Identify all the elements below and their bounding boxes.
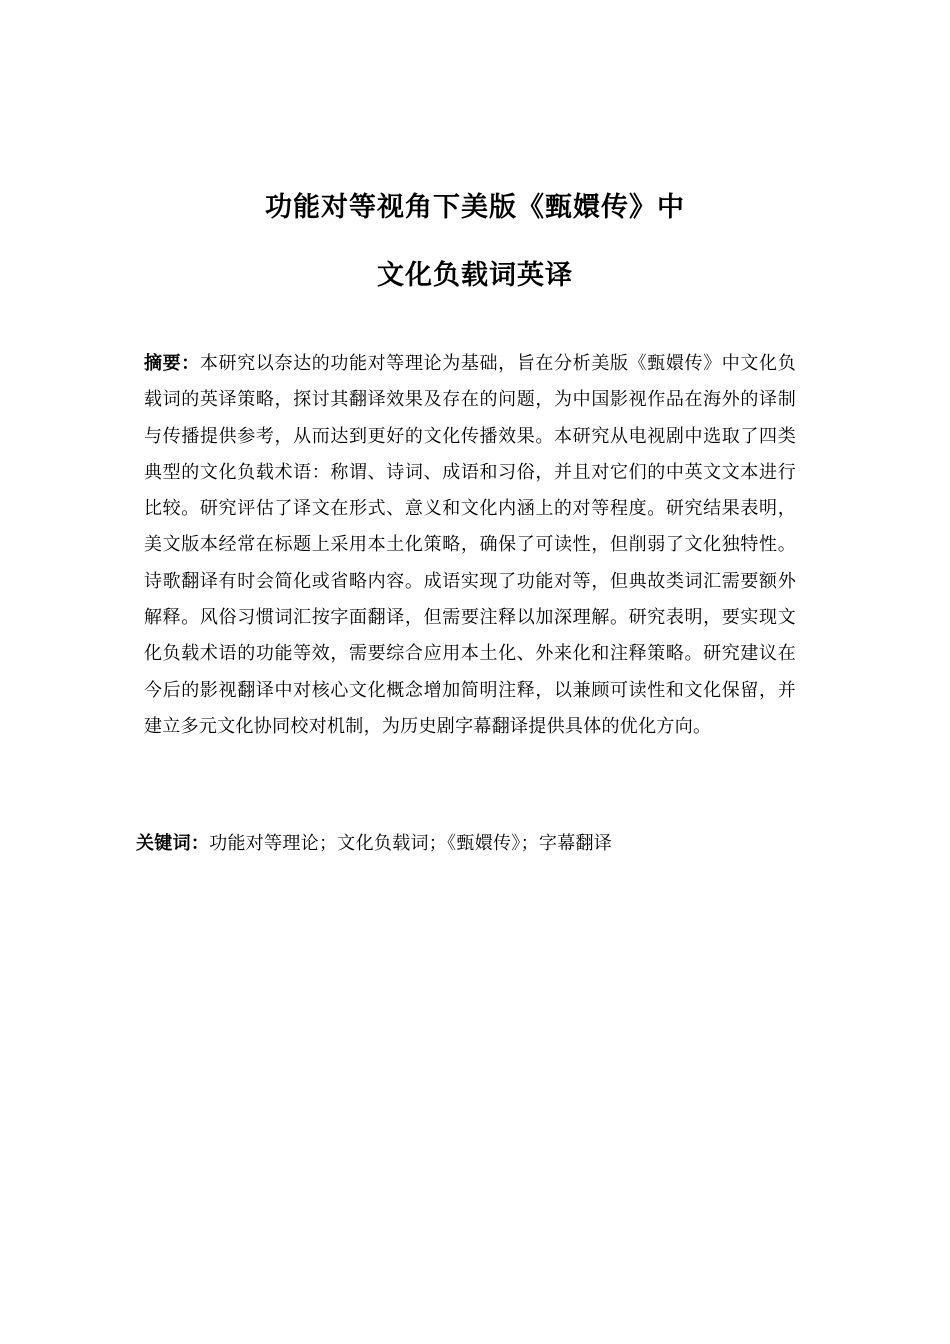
title-line-1: 功能对等视角下美版《甄嬛传》中 (265, 192, 685, 223)
keywords-text: 功能对等理论；文化负载词；《甄嬛传》；字幕翻译 (209, 833, 613, 854)
abstract-text: 本研究以奈达的功能对等理论为基础，旨在分析美版《甄嬛传》中文化负载词的英译策略，探讨其翻译效果及存在的问题，为中国影视作品在海外的译制与传播提供参考，从而达到更好的文化传播效果。本研究从电视剧中选取了四类典型的文化负载术语：称谓、诗词、成语和习俗，并且对它们的中英文文本进行比较。研究评估了译文在形式、意义和文化内涵上的对等程度。研究结果表明，美文版本经常在标题上采用本土化策略，确保了可读性，但削弱了文化独特性。诗歌翻译有时会简化或省略内容。成语实现了功能对等，但典故类词汇需要额外解释。风俗习惯词汇按字面翻译，但需要注释以加深理解。研究表明，要实现文化负载术语的功能等效，需要综合应用本土化、外来化和注释策略。研究建议在今后的影视翻译中对核心文化概念增加简明注释，以兼顾可读性和文化保留，并建立多元文化协同校对机制，为历史剧字幕翻译提供具体的优化方向。 (144, 353, 796, 737)
keywords-line (136, 828, 816, 860)
abstract-paragraph (144, 346, 796, 745)
abstract-label: 摘要： (144, 353, 200, 374)
keywords-label: 关键词： (136, 833, 210, 854)
title-line-2: 文化负载词英译 (377, 260, 573, 291)
